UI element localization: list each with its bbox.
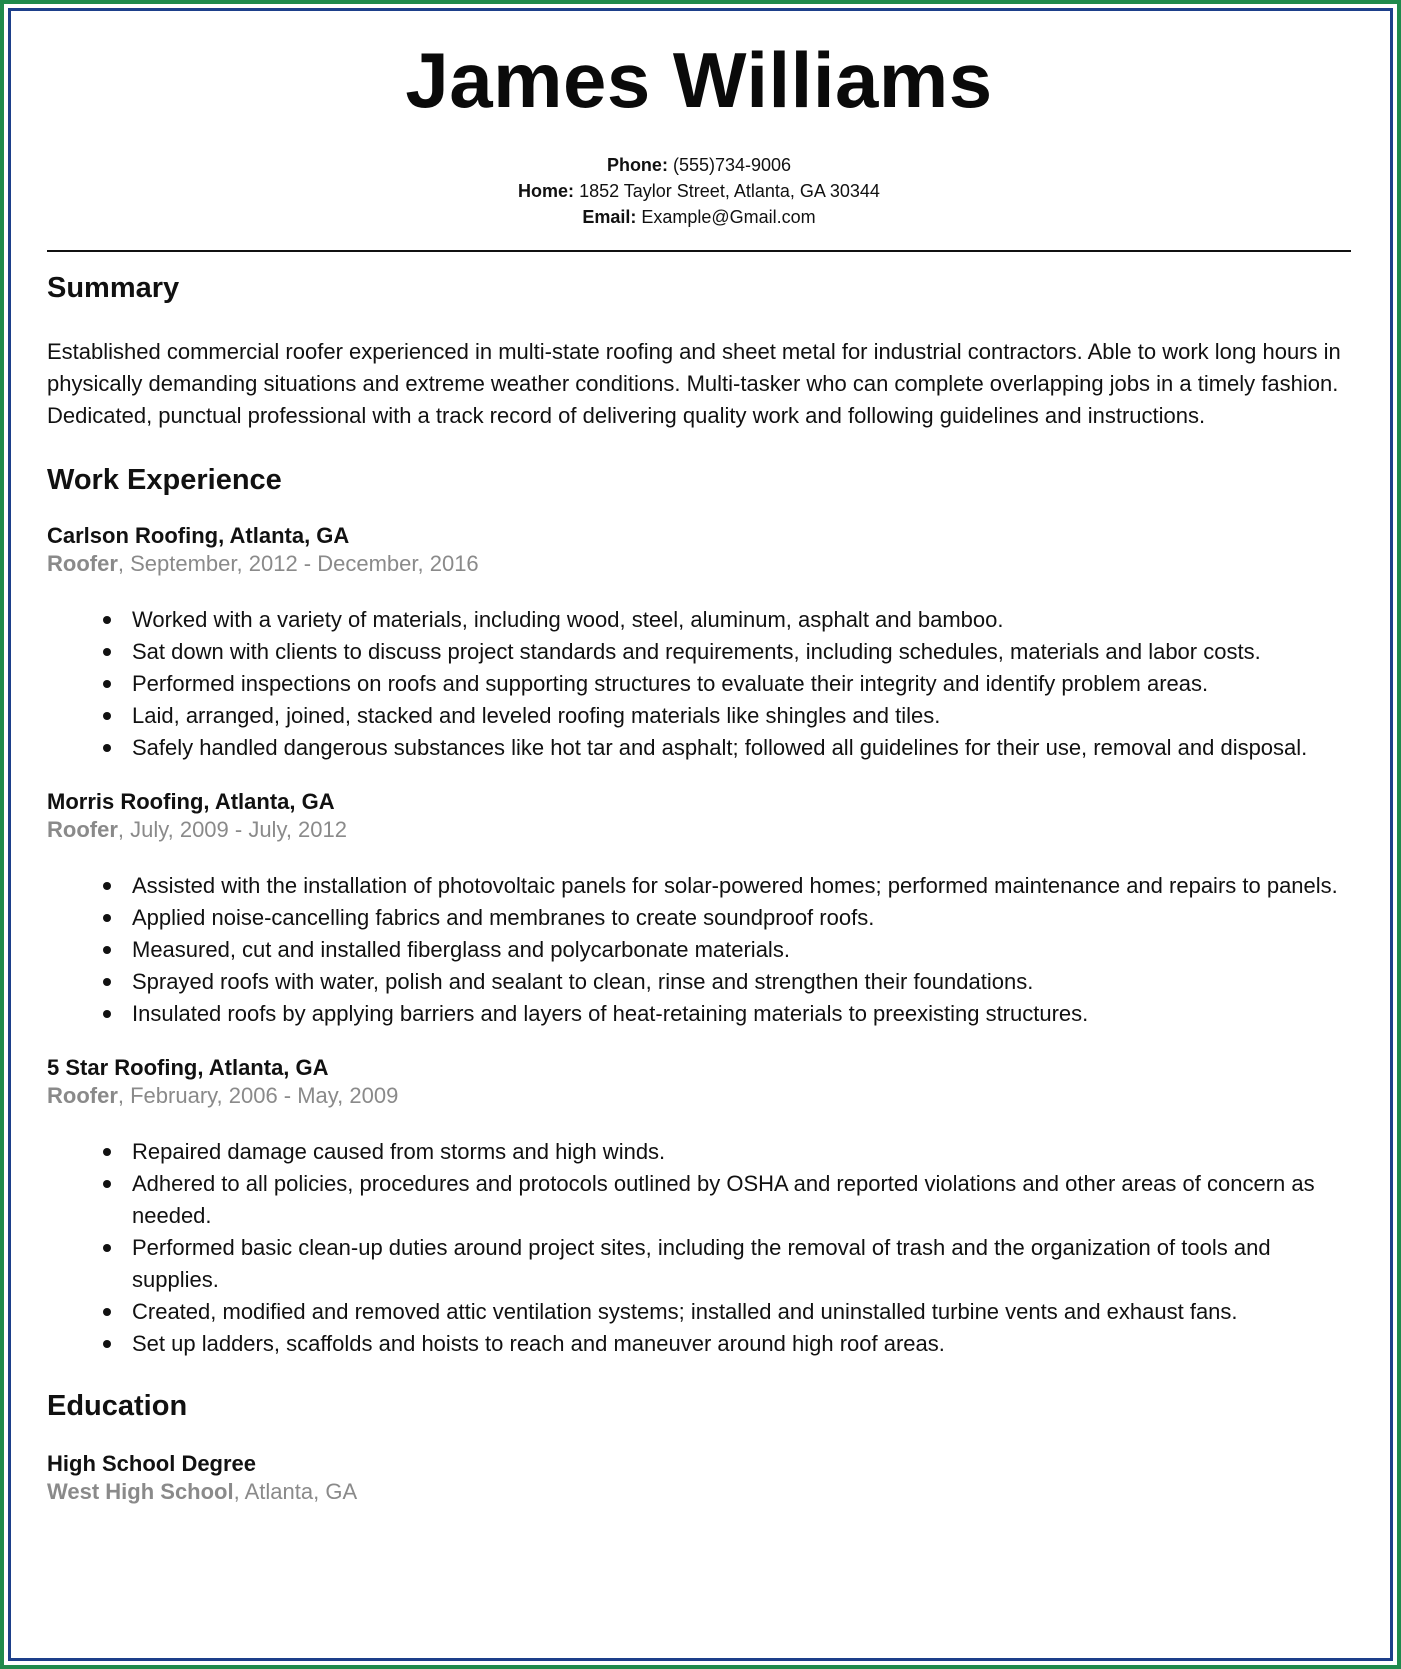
- job-company: Morris Roofing, Atlanta, GA: [47, 789, 335, 814]
- candidate-name: James Williams: [405, 36, 993, 124]
- job-role-dates: [47, 816, 1351, 844]
- duty-text: Worked with a variety of materials, including wood, steel, aluminum, asphalt and bamboo.: [132, 607, 1004, 632]
- list-item: [47, 604, 1351, 636]
- job-role: Roofer: [47, 551, 118, 576]
- list-item: [47, 934, 1351, 966]
- contact-phone: [47, 152, 1351, 178]
- duty-text: Performed inspections on roofs and supporting structures to evaluate their integrity and identify problem areas.: [132, 671, 1209, 696]
- list-item: [47, 700, 1351, 732]
- bullet-icon: [103, 680, 111, 688]
- education-degree: High School Degree: [47, 1451, 257, 1476]
- summary-section: [47, 270, 1351, 432]
- work-experience-section: [47, 462, 1351, 1360]
- duty-text: Laid, arranged, joined, stacked and leveled roofing materials like shingles and tiles.: [132, 703, 941, 728]
- bullet-icon: [103, 1148, 111, 1156]
- list-item: [47, 1296, 1351, 1328]
- duty-text: Set up ladders, scaffolds and hoists to reach and maneuver around high roof areas.: [132, 1331, 945, 1356]
- duty-text: Sat down with clients to discuss project standards and requirements, including schedules, materials and labor costs.: [132, 639, 1261, 664]
- education-heading: Education: [47, 1390, 188, 1422]
- bullet-icon: [103, 744, 111, 752]
- duty-text: Created, modified and removed attic ventilation systems; installed and uninstalled turbine vents and exhaust fans.: [132, 1299, 1238, 1324]
- job-duties-list: [47, 870, 1351, 1030]
- phone-value: (555)734-9006: [672, 155, 792, 175]
- duty-text: Applied noise-cancelling fabrics and membranes to create soundproof roofs.: [132, 905, 875, 930]
- summary-heading: Summary: [47, 272, 180, 304]
- job-duties-list: [47, 604, 1351, 764]
- job-role: Roofer: [47, 817, 118, 842]
- home-label: Home:: [518, 181, 575, 201]
- job-company: 5 Star Roofing, Atlanta, GA: [47, 1055, 329, 1080]
- header-divider: [47, 250, 1351, 252]
- duty-text: Adhered to all policies, procedures and protocols outlined by OSHA and reported violations and other areas of concern as needed.: [132, 1171, 1315, 1228]
- list-item: [47, 966, 1351, 998]
- job-entry: [47, 1054, 1351, 1360]
- list-item: [47, 1136, 1351, 1168]
- job-company: Carlson Roofing, Atlanta, GA: [47, 523, 350, 548]
- bullet-icon: [103, 1308, 111, 1316]
- contact-home: [47, 178, 1351, 204]
- education-location: , Atlanta, GA: [233, 1479, 358, 1504]
- job-dates: , February, 2006 - May, 2009: [117, 1083, 399, 1108]
- contact-block: [47, 152, 1351, 230]
- summary-text: Established commercial roofer experienced in multi-state roofing and sheet metal for industrial contractors. Able to work long hours in physically demanding situations and extreme weather conditions. Multi-tasker who can complete overlapping jobs in a timely fashion. Dedicated, punctual professional with a track record of delivering quality work and following guidelines and instructions.: [47, 339, 1341, 428]
- list-item: [47, 668, 1351, 700]
- job-entry: [47, 522, 1351, 764]
- job-dates: , September, 2012 - December, 2016: [117, 551, 479, 576]
- resume-page: [47, 20, 1351, 1506]
- duty-text: Measured, cut and installed fiberglass and polycarbonate materials.: [132, 937, 790, 962]
- duty-text: Insulated roofs by applying barriers and layers of heat-retaining materials to preexisting structures.: [132, 1001, 1089, 1026]
- list-item: [47, 902, 1351, 934]
- duty-text: Repaired damage caused from storms and high winds.: [132, 1139, 666, 1164]
- list-item: [47, 998, 1351, 1030]
- phone-label: Phone:: [606, 155, 668, 175]
- education-school: West High School: [47, 1479, 234, 1504]
- bullet-icon: [103, 978, 111, 986]
- bullet-icon: [103, 946, 111, 954]
- duty-text: Performed basic clean-up duties around project sites, including the removal of trash and the organization of tools and supplies.: [132, 1235, 1271, 1292]
- home-value: 1852 Taylor Street, Atlanta, GA 30344: [579, 181, 880, 201]
- bullet-icon: [103, 648, 111, 656]
- list-item: [47, 1328, 1351, 1360]
- contact-email: [47, 204, 1351, 230]
- bullet-icon: [103, 1010, 111, 1018]
- bullet-icon: [103, 1244, 111, 1252]
- job-role: Roofer: [47, 1083, 118, 1108]
- job-role-dates: [47, 1082, 1351, 1110]
- duty-text: Safely handled dangerous substances like hot tar and asphalt; followed all guidelines for their use, removal and disposal.: [132, 735, 1308, 760]
- email-label: Email:: [582, 207, 637, 227]
- job-entry: [47, 788, 1351, 1030]
- bullet-icon: [103, 1180, 111, 1188]
- list-item: [47, 1168, 1351, 1232]
- job-dates: , July, 2009 - July, 2012: [117, 817, 347, 842]
- list-item: [47, 870, 1351, 902]
- education-section: [47, 1388, 1351, 1506]
- email-value: Example@Gmail.com: [641, 207, 816, 227]
- job-role-dates: [47, 550, 1351, 578]
- list-item: [47, 732, 1351, 764]
- duty-text: Assisted with the installation of photovoltaic panels for solar-powered homes; performed maintenance and repairs to panels.: [132, 873, 1338, 898]
- job-duties-list: [47, 1136, 1351, 1360]
- bullet-icon: [103, 1340, 111, 1348]
- work-experience-heading: Work Experience: [47, 464, 282, 496]
- bullet-icon: [103, 882, 111, 890]
- education-entry: [47, 1450, 1351, 1506]
- bullet-icon: [103, 914, 111, 922]
- education-school-line: [47, 1478, 1351, 1506]
- list-item: [47, 1232, 1351, 1296]
- duty-text: Sprayed roofs with water, polish and sealant to clean, rinse and strengthen their foundations.: [132, 969, 1034, 994]
- bullet-icon: [103, 712, 111, 720]
- list-item: [47, 636, 1351, 668]
- bullet-icon: [103, 616, 111, 624]
